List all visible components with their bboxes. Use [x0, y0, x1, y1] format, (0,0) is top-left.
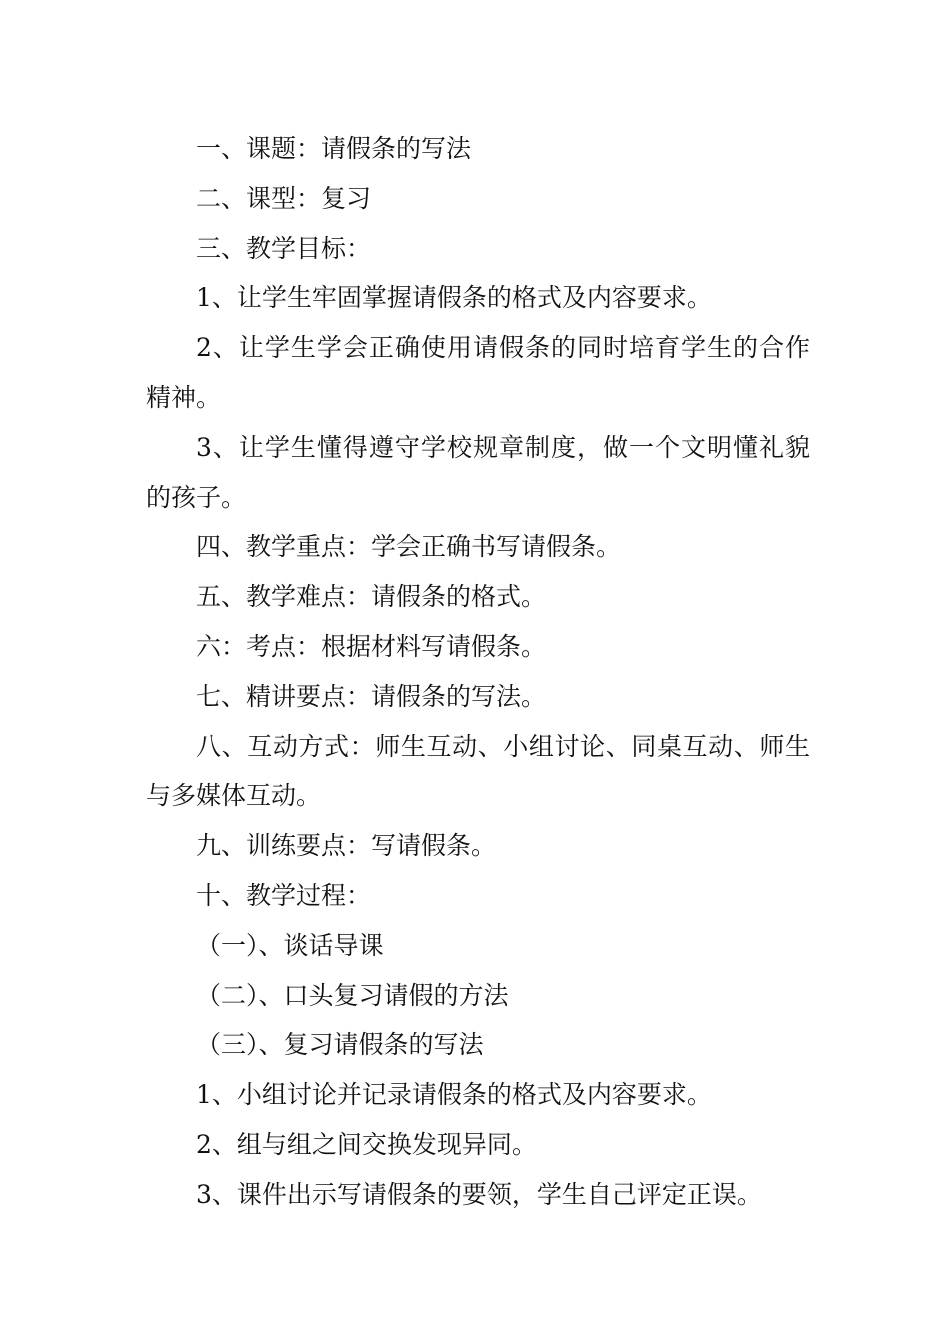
heading-training-points: 九、训练要点：写请假条。 [196, 831, 497, 861]
substep-item-3: 3、课件出示写请假条的要领，学生自己评定正误。 [196, 1179, 762, 1209]
heading-topic: 一、课题：请假条的写法 [196, 134, 472, 163]
heading-lecture-points: 七、精讲要点：请假条的写法。 [196, 681, 547, 711]
process-step-3: （三）、复习请假条的写法 [196, 1030, 484, 1060]
substep-item-1: 1、小组讨论并记录请假条的格式及内容要求。 [196, 1080, 712, 1110]
heading-interaction: 八、互动方式：师生互动、小组讨论、同桌互动、师生与多媒体互动。 [146, 731, 810, 811]
heading-key-points: 四、教学重点：学会正确书写请假条。 [196, 532, 622, 562]
heading-teaching-goals: 三、教学目标： [196, 233, 372, 263]
substep-item-2: 2、组与组之间交换发现异同。 [196, 1129, 537, 1159]
heading-lesson-type: 二、课型：复习 [196, 183, 372, 213]
goal-item-1: 1、让学生牢固掌握请假条的格式及内容要求。 [196, 283, 712, 313]
goal-item-2: 2、让学生学会正确使用请假条的同时培育学生的合作精神。 [146, 333, 810, 412]
process-step-1: （一）、谈话导课 [196, 930, 384, 960]
document-page [146, 124, 810, 1220]
goal-item-3: 3、让学生懂得遵守学校规章制度，做一个文明懂礼貌的孩子。 [146, 432, 810, 512]
process-step-2: （二）、口头复习请假的方法 [196, 980, 509, 1010]
heading-teaching-process: 十、教学过程： [196, 880, 372, 910]
heading-exam-points: 六：考点：根据材料写请假条。 [196, 631, 547, 661]
heading-difficulties: 五、教学难点：请假条的格式。 [196, 582, 547, 612]
